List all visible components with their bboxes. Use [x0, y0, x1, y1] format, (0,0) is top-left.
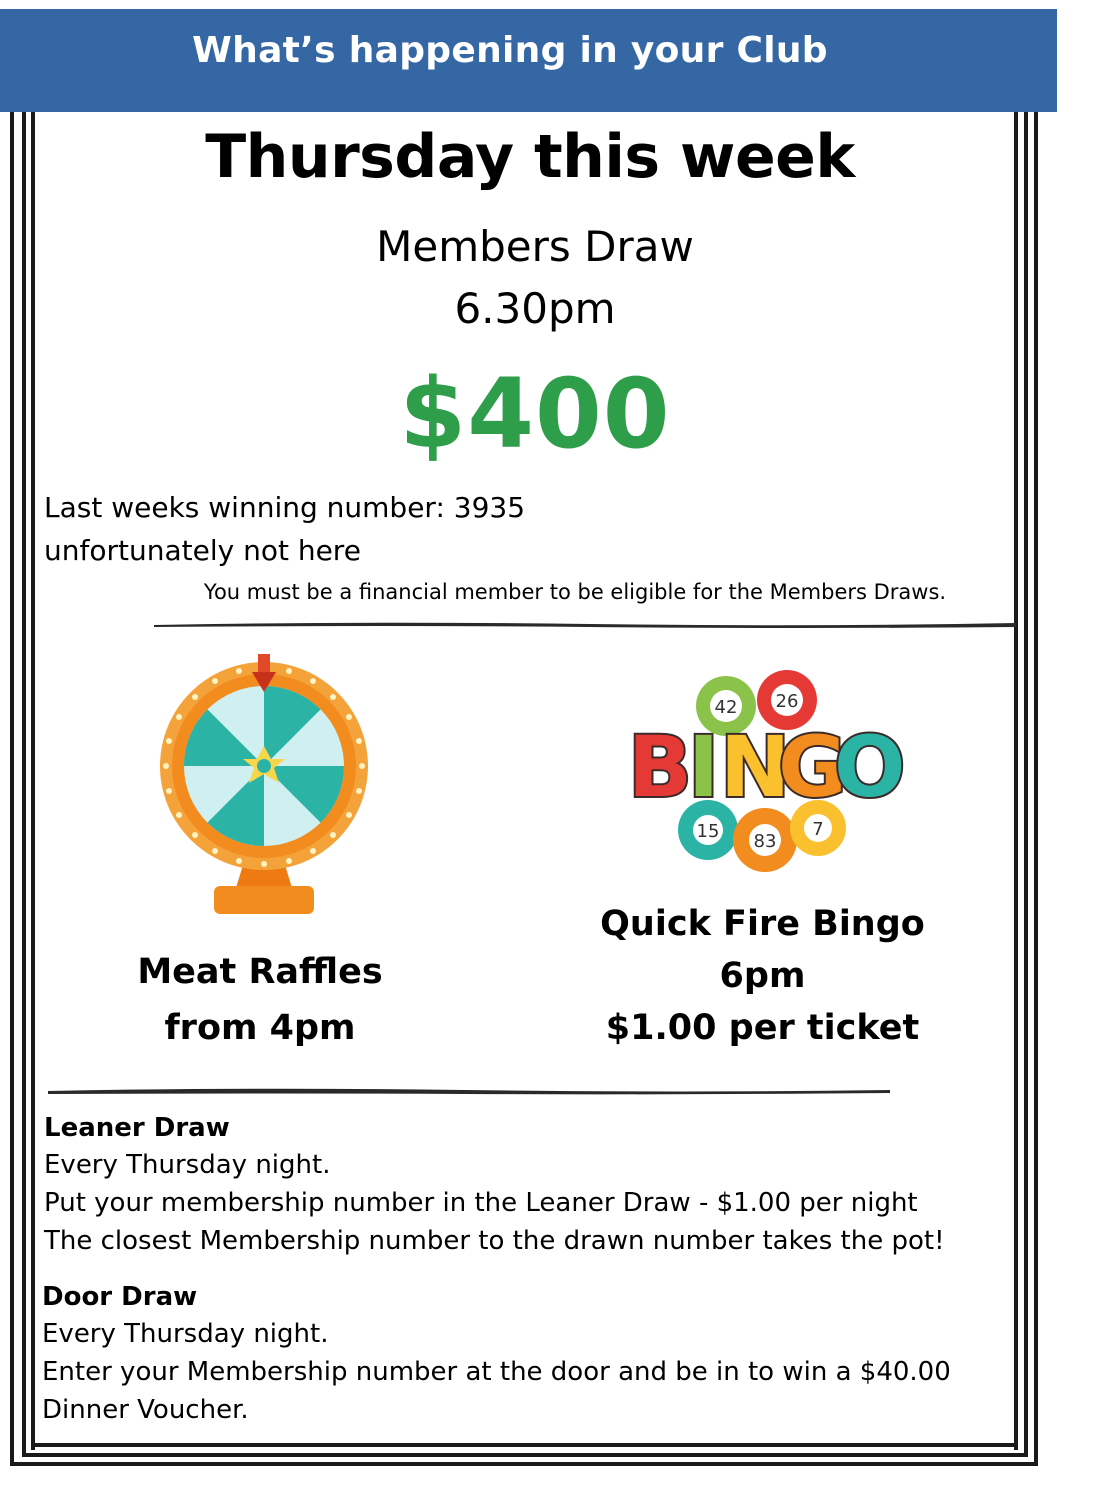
svg-text:42: 42 [714, 697, 738, 718]
brush-divider [44, 1082, 894, 1100]
door-draw-heading: Door Draw [42, 1282, 198, 1312]
last-week-number: Last weeks winning number: 3935 [44, 491, 526, 524]
meat-raffles-block [80, 944, 440, 1056]
leaner-draw-heading: Leaner Draw [44, 1113, 230, 1143]
bingo-price: $1.00 per ticket [605, 1008, 920, 1048]
leaner-draw-line: Every Thursday night. [44, 1150, 331, 1180]
frame-bottom-mid [22, 1453, 1028, 1457]
frame-bottom-outer [10, 1462, 1038, 1466]
members-draw-prize: $400 [399, 358, 671, 470]
bingo-block [560, 898, 965, 1054]
last-week-status: unfortunately not here [44, 534, 361, 567]
bingo-time: 6pm [719, 956, 806, 996]
leaner-draw-line: Put your membership number in the Leaner Draw - $1.00 per night [44, 1188, 918, 1218]
meat-raffles-title: Meat Raffles [137, 952, 383, 992]
last-week-info [44, 486, 525, 572]
svg-text:I: I [688, 718, 720, 816]
svg-text:G: G [778, 718, 847, 816]
svg-text:7: 7 [812, 819, 824, 840]
frame-left-outer [10, 112, 14, 1464]
members-draw-label: Members Draw [376, 222, 694, 271]
members-draw-time: 6.30pm [454, 284, 616, 333]
door-draw-line: Dinner Voucher. [42, 1395, 249, 1425]
bingo-logo-icon [622, 668, 906, 878]
meat-raffles-time: from 4pm [164, 1008, 356, 1048]
frame-left-mid [22, 112, 26, 1457]
leaner-draw-section [44, 1110, 945, 1260]
svg-text:83: 83 [753, 831, 777, 852]
leaner-draw-line: The closest Membership number to the drawn number takes the pot! [44, 1226, 945, 1256]
prize-wheel-icon [158, 650, 370, 918]
svg-text:26: 26 [775, 691, 799, 712]
svg-text:15: 15 [696, 821, 720, 842]
svg-text:O: O [834, 718, 906, 816]
door-draw-section [42, 1279, 951, 1429]
day-heading: Thursday this week [205, 122, 855, 192]
bingo-title: Quick Fire Bingo [600, 904, 925, 944]
brush-divider [150, 616, 1020, 634]
eligibility-note: You must be a financial member to be eligible for the Members Draws. [203, 580, 947, 604]
door-draw-line: Every Thursday night. [42, 1319, 329, 1349]
frame-bottom-inner [31, 1443, 1018, 1447]
svg-text:N: N [720, 718, 791, 816]
door-draw-line: Enter your Membership number at the door and be in to win a $40.00 [42, 1357, 951, 1387]
svg-text:B: B [628, 718, 693, 816]
header-title: What’s happening in your Club [192, 30, 828, 71]
